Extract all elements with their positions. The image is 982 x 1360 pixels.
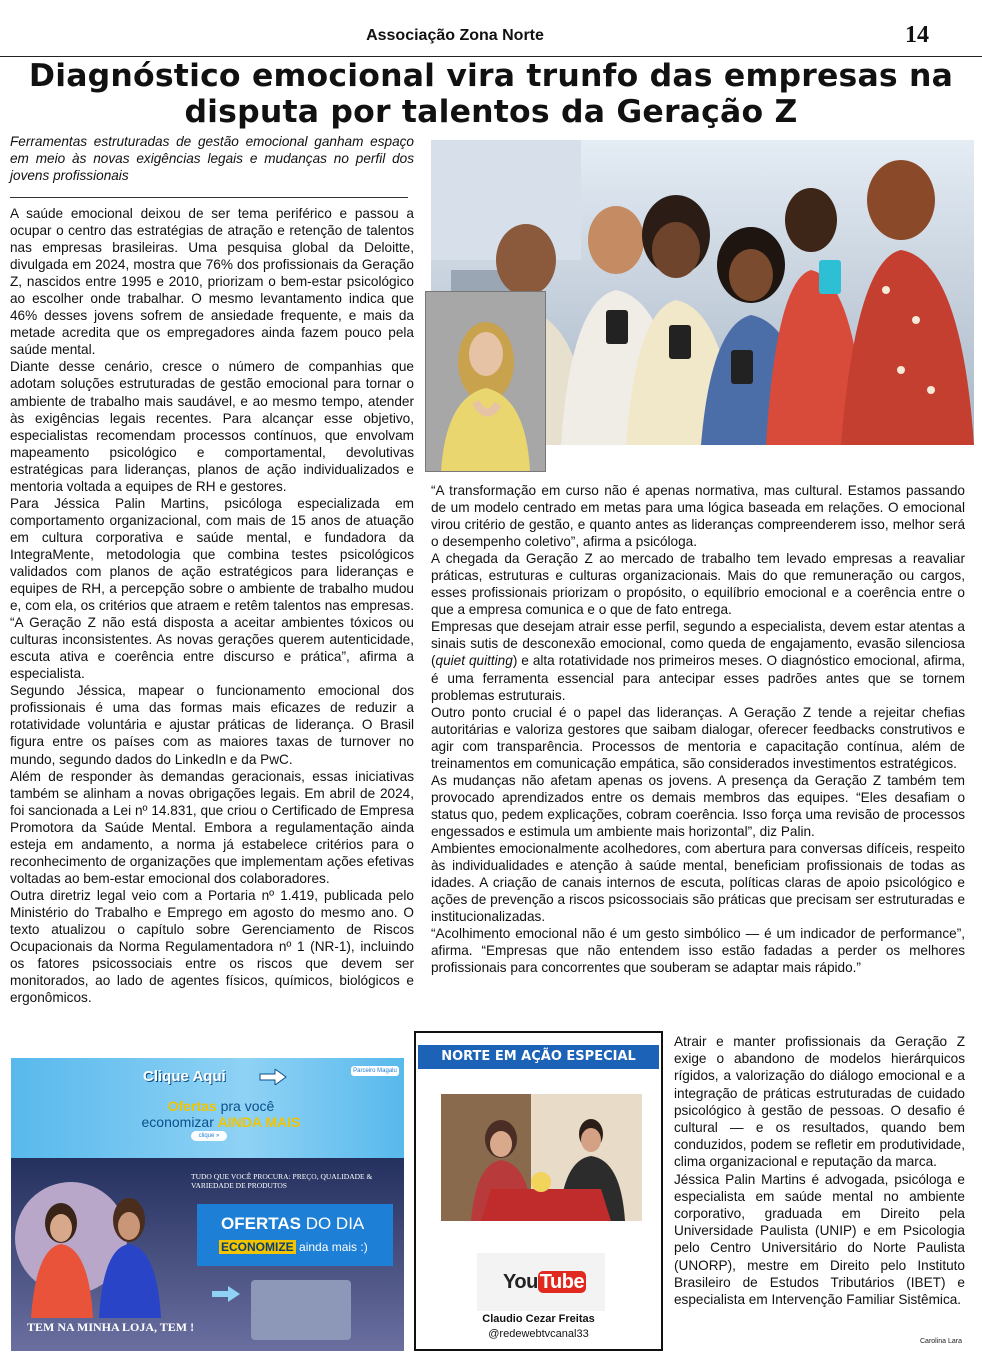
ad-small-button[interactable]: clique » — [191, 1131, 227, 1141]
promo-box-title: NORTE EM AÇÃO ESPECIAL — [418, 1045, 659, 1069]
ad-deal-sub-b: ainda mais :) — [299, 1240, 368, 1254]
ad-slogan: TEM NA MINHA LOJA, TEM ! — [27, 1320, 195, 1334]
youtube-logo-text — [503, 1271, 586, 1294]
paragraph: Ambientes emocionalmente acolhedores, com abertura para conversas difíceis, respeito às individualidades e atenção à saúde mental, beneficiam profissionais de todas as idades. A criação de canais internos de escuta, políticas claras de apoio psicológico e ações de prevenção a riscos psicossociais são práticas que precisam ser estruturadas e institucionalizadas. — [431, 840, 965, 925]
paragraph-part: ) e alta rotatividade nos primeiros meses. O diagnóstico emocional, afirma, é uma ferramenta essencial para antecipar esses padrões antes que se tornem problemas estruturais. — [431, 653, 965, 703]
ad-offers-text — [121, 1098, 321, 1130]
ad-deal-sub — [219, 1240, 368, 1254]
lead-divider — [10, 197, 408, 198]
promo-photo — [441, 1094, 642, 1221]
article-left-column — [10, 205, 414, 1006]
paragraph: “Acolhimento emocional não é um gesto simbólico — é um indicador de performance”, afirma. “Empresas que não entendem isso estão fadadas a perder os melhores profissionais para concorrentes que souberam se adaptar mais rápido.” — [431, 926, 965, 976]
paragraph: Jéssica Palin Martins é advogada, psicóloga e especialista em saúde mental no ambiente corporativo, graduada em Direito pela Universidade Paulista (UNIP) e em Psicologia pelo Centro Universitário do Norte Paulista (UNORP), mestre em Direito pelo Instituto Brasileiro de Estudos Tributários (IBET) e especialista em Intervenção Familiar Sistêmica. — [674, 1171, 965, 1308]
arrow-right-icon — [211, 1286, 241, 1302]
ad-offers-line2-strong: AINDA MAIS — [217, 1114, 301, 1130]
youtube-logo[interactable] — [477, 1253, 605, 1311]
ad-cta[interactable]: Clique Aqui — [143, 1068, 226, 1085]
paragraph: “A transformação em curso não é apenas normativa, mas cultural. Estamos passando de um modelo centrado em metas para uma lógica baseada em relações. O emocional virou critério de gestão, e quanto antes as lideranças compreenderem isso, melhor será o desempenho coletivo”, afirma a psicóloga. — [431, 483, 965, 550]
promo-box — [414, 1031, 663, 1351]
ad-deal-title — [221, 1214, 364, 1234]
paragraph: Diante desse cenário, cresce o número de companhias que adotam soluções estruturadas de gestão emocional para tornar o ambiente de trabalho mais saudável, e ao mesmo tempo, atender às exigências legais recentes. Para alcançar esse objetivo, especialistas recomendam processos contínuos, que envolvam mapeamento psicológico e comportamental, devolutivas estratégicas para lideranças, planos de ação individualizados e mentoria voltada a equipes de RH e gestores. — [10, 359, 414, 494]
header-rule — [0, 56, 982, 57]
paragraph-part: Empresas que desejam atrair esse perfil, segundo a especialista, devem estar atentas a sinais sutis de desconexão emocional, como queda de engajamento, evasão silenciosa ( — [431, 619, 965, 669]
ad-offers-line2: economizar — [141, 1114, 214, 1130]
publication-name: Associação Zona Norte — [366, 27, 544, 44]
ad-laptop-image — [251, 1280, 351, 1340]
youtube-logo-tube: Tube — [539, 1271, 585, 1293]
paragraph: A chegada da Geração Z ao mercado de trabalho tem levado empresas a reavaliar práticas, estruturas e culturas organizacionais. Mais do que remuneração ou cargos, esses profissionais priorizam o propósito, o equilíbrio emocional e a coerência entre o que a empresa comunica e o que de fato entrega. — [431, 551, 965, 618]
paragraph: Para Jéssica Palin Martins, psicóloga especializada em comportamento organizacional, com mais de 15 anos de atuação em cultura corporativa e saúde mental, e fundadora da IntegraMente, metodologia que combina testes psicológicos validados com planos de ação estratégicos para lideranças e equipes de RH, a percepção sobre o ambiente de trabalho mudou e, com ela, os critérios que atraem e retêm talentos nas empresas. “A Geração Z não está disposta a aceitar ambientes tóxicos ou culturas inconsistentes. As novas gerações querem autenticidade, escuta ativa e coerência entre discurso e prática”, afirma a especialista. — [10, 495, 414, 682]
page-number: 14 — [905, 22, 929, 48]
headline: Diagnóstico emocional vira trunfo das empresas na disputa por talentos da Geração Z — [28, 58, 954, 130]
paragraph — [431, 618, 965, 703]
ad-brand: Parceiro Magalu — [351, 1066, 399, 1076]
paragraph: Além de responder às demandas geracionais, essas iniciativas também se alinham a novas obrigações legais. Em abril de 2024, foi sancionada a Lei nº 14.831, que criou o Certificado de Empresa Promotora da Saúde Mental. Embora a regulamentação ainda esteja em andamento, a norma já estabelece critérios para o reconhecimento de organizações que implementam ações efetivas voltadas ao bem-estar emocional dos colaboradores. — [10, 768, 414, 886]
ad-offers-word: Ofertas — [167, 1098, 217, 1114]
ad-deal-panel[interactable] — [197, 1204, 393, 1266]
article-right-column — [431, 482, 965, 976]
paragraph: Outro ponto crucial é o papel das lideranças. A Geração Z tende a rejeitar chefias autoritárias e valoriza gestores que saibam dialogar, oferecer feedbacks construtivos e agir com transparência. Processos de mentoria e capacitação contínua, além de treinamentos em comunicação empática, são considerados investimentos estratégicos. — [431, 704, 965, 771]
ad-tagline: TUDO QUE VOCÊ PROCURA: PREÇO, QUALIDADE & VARIEDADE DE PRODUTOS — [191, 1172, 373, 1190]
paragraph: As mudanças não afetam apenas os jovens. A presença da Geração Z também tem provocado aprendizados entre os demais membros das equipes. “Eles desafiam o status quo, pedem explicações, cobram coerência. Isso força uma revisão de processos engessados e estimula um ambiente mais horizontal”, diz Palin. — [431, 772, 965, 839]
paragraph: Atrair e manter profissionais da Geração Z exige o abandono de modelos hierárquicos rígidos, a valorização do diálogo emocional e a integração de práticas estruturadas de cuidado psicológico à gestão de pessoas. O desafio é cultural — e os resultados, quando bem conduzidos, podem se refletir em produtividade, clima organizacional e reputação da marca. — [674, 1034, 965, 1170]
photo-credit: Carolina Lara — [920, 1338, 963, 1345]
youtube-logo-you: You — [503, 1271, 538, 1293]
portrait-photo — [425, 291, 546, 472]
paragraph: Outra diretriz legal veio com a Portaria nº 1.419, publicada pelo Ministério do Trabalho e Emprego em agosto do mesmo ano. O texto atualizou o capítulo sobre Gerenciamento de Riscos Ocupacionais da Norma Regulamentadora nº 1 (NR-1), incluindo os fatores psicossociais entre os riscos que devem ser monitorados, ao lado de agentes físicos, químicos, biológicos e ergonômicos. — [10, 887, 414, 1006]
paragraph: A saúde emocional deixou de ser tema periférico e passou a ocupar o centro das estratégias de atração e retenção de talentos nas empresas brasileiras. Uma pesquisa global da Deloitte, divulgada em 2024, mostra que 76% dos profissionais da Geração Z, nascidos entre 1995 e 2010, priorizam o bem-estar psicológico ao escolher onde trabalhar. O mesmo levantamento indica que 46% desses jovens sofrem de ansiedade frequente, e mais da metade acredita que os empregadores ainda fazem pouco pela saúde mental. — [10, 206, 414, 358]
portrait-illustration — [426, 292, 545, 471]
ad-deal-title-a: OFERTAS — [221, 1214, 301, 1233]
ad-deal-title-b: DO DIA — [305, 1214, 365, 1233]
ad-offers-rest: pra você — [220, 1098, 275, 1114]
ad-people-image — [11, 1178, 191, 1318]
ad-deal-sub-a: ECONOMIZE — [221, 1240, 294, 1254]
quiet-quitting-term: quiet quitting — [435, 653, 513, 669]
article-bottom-right — [674, 1033, 965, 1308]
paragraph: Segundo Jéssica, mapear o funcionamento emocional dos profissionais é uma das formas mais eficazes de reduzir a rotatividade voluntária e ajustar práticas de liderança. O Brasil figura entre os países com as maiores taxas de turnover no mundo, segundo dados do LinkedIn e da PwC. — [10, 683, 414, 767]
arrow-right-icon — [259, 1069, 287, 1085]
lead-text: Ferramentas estruturadas de gestão emocional ganham espaço em meio às novas exigências legais e mudanças no perfil dos jovens profissionais — [10, 134, 414, 183]
promo-handle[interactable]: @redewebtvcanal33 — [488, 1328, 589, 1340]
advertisement-banner[interactable] — [11, 1058, 404, 1351]
promo-name: Claudio Cezar Freitas — [482, 1313, 595, 1325]
